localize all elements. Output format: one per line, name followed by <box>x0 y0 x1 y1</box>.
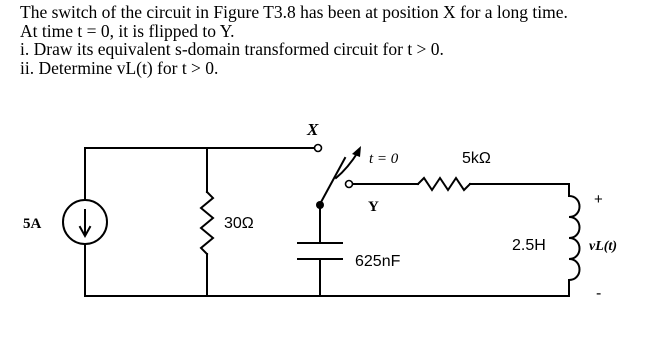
question-line-3: i. Draw its equivalent s-domain transformed circuit for t > 0. <box>20 39 444 59</box>
switch-y-label: Y <box>368 199 379 215</box>
capacitor-label: 625nF <box>355 253 401 270</box>
vl-plus-sign: + <box>594 191 603 208</box>
resistor-30-label: 30Ω <box>224 215 254 232</box>
switch-x-label: X <box>307 120 319 139</box>
resistor-5k-label: 5kΩ <box>462 150 491 167</box>
switch-time-arrow <box>336 152 358 178</box>
inductor-2-5h <box>569 196 580 280</box>
question-line-2: At time t = 0, it is flipped to Y. <box>20 20 235 41</box>
vl-minus-sign: - <box>596 285 602 302</box>
question-line-4: ii. Determine vL(t) for t > 0. <box>20 57 219 78</box>
switch-blade <box>320 158 345 204</box>
inductor-label: 2.5H <box>512 237 546 254</box>
source-label: 5A <box>23 216 42 232</box>
switch-contact-y <box>346 181 353 188</box>
switch-time-label: t = 0 <box>369 151 399 167</box>
resistor-5k-ohm <box>418 178 470 190</box>
switch-time-arrowhead <box>352 146 361 157</box>
switch-pivot <box>316 201 324 209</box>
question-line-1: The switch of the circuit in Figure T3.8 has been at position X for a long time. <box>20 2 568 22</box>
vl-label: vL(t) <box>589 239 617 254</box>
wire-right-top <box>470 184 569 196</box>
resistor-30-ohm <box>201 192 213 254</box>
switch-contact-x <box>315 145 322 152</box>
